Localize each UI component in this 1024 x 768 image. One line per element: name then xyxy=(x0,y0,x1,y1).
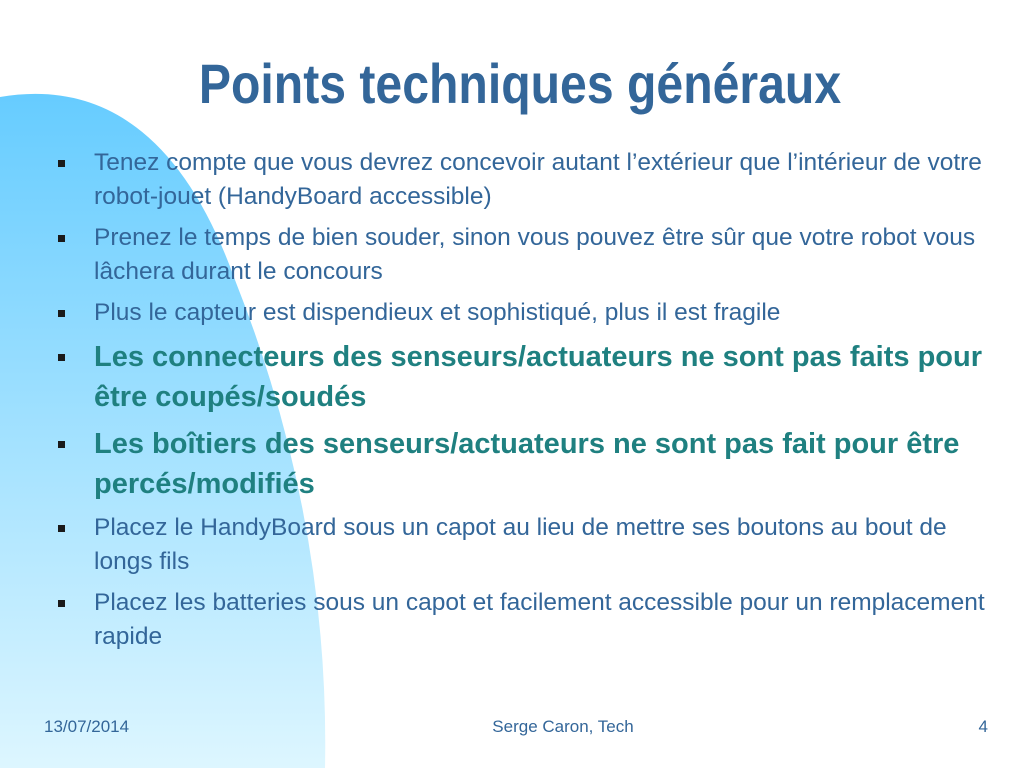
bullet-text: Placez les batteries sous un capot et facilement accessible pour un remplacement rapide xyxy=(94,589,985,650)
square-bullet-icon xyxy=(58,310,65,317)
bullet-item xyxy=(56,221,996,289)
square-bullet-icon xyxy=(58,160,65,167)
bullet-item xyxy=(56,296,996,330)
slide-number: 4 xyxy=(978,717,988,736)
square-bullet-icon xyxy=(58,235,65,242)
bullet-text: Les connecteurs des senseurs/actuateurs ne sont pas faits pour être coupés/soudés xyxy=(94,341,983,413)
square-bullet-icon xyxy=(58,600,65,607)
bullet-item xyxy=(56,146,996,214)
square-bullet-icon xyxy=(58,441,65,448)
bullet-item xyxy=(56,586,996,654)
square-bullet-icon xyxy=(58,354,65,361)
slide-title: Points techniques généraux xyxy=(198,52,842,115)
bullet-text: Prenez le temps de bien souder, sinon vous pouvez être sûr que votre robot vous lâchera durant le concours xyxy=(94,224,976,285)
bullet-text: Les boîtiers des senseurs/actuateurs ne sont pas fait pour être percés/modifiés xyxy=(94,428,960,500)
bullet-list xyxy=(56,146,996,661)
bullet-item-emphasized xyxy=(56,424,996,504)
footer-date: 13/07/2014 xyxy=(44,717,130,736)
bullet-text: Tenez compte que vous devrez concevoir autant l’extérieur que l’intérieur de votre robot-jouet (HandyBoard accessible) xyxy=(94,149,982,210)
bullet-text: Plus le capteur est dispendieux et sophistiqué, plus il est fragile xyxy=(94,299,781,326)
bullet-item xyxy=(56,511,996,579)
square-bullet-icon xyxy=(58,525,65,532)
footer-author: Serge Caron, Tech xyxy=(492,717,634,736)
bullet-item-emphasized xyxy=(56,337,996,417)
bullet-text: Placez le HandyBoard sous un capot au lieu de mettre ses boutons au bout de longs fils xyxy=(94,514,947,575)
